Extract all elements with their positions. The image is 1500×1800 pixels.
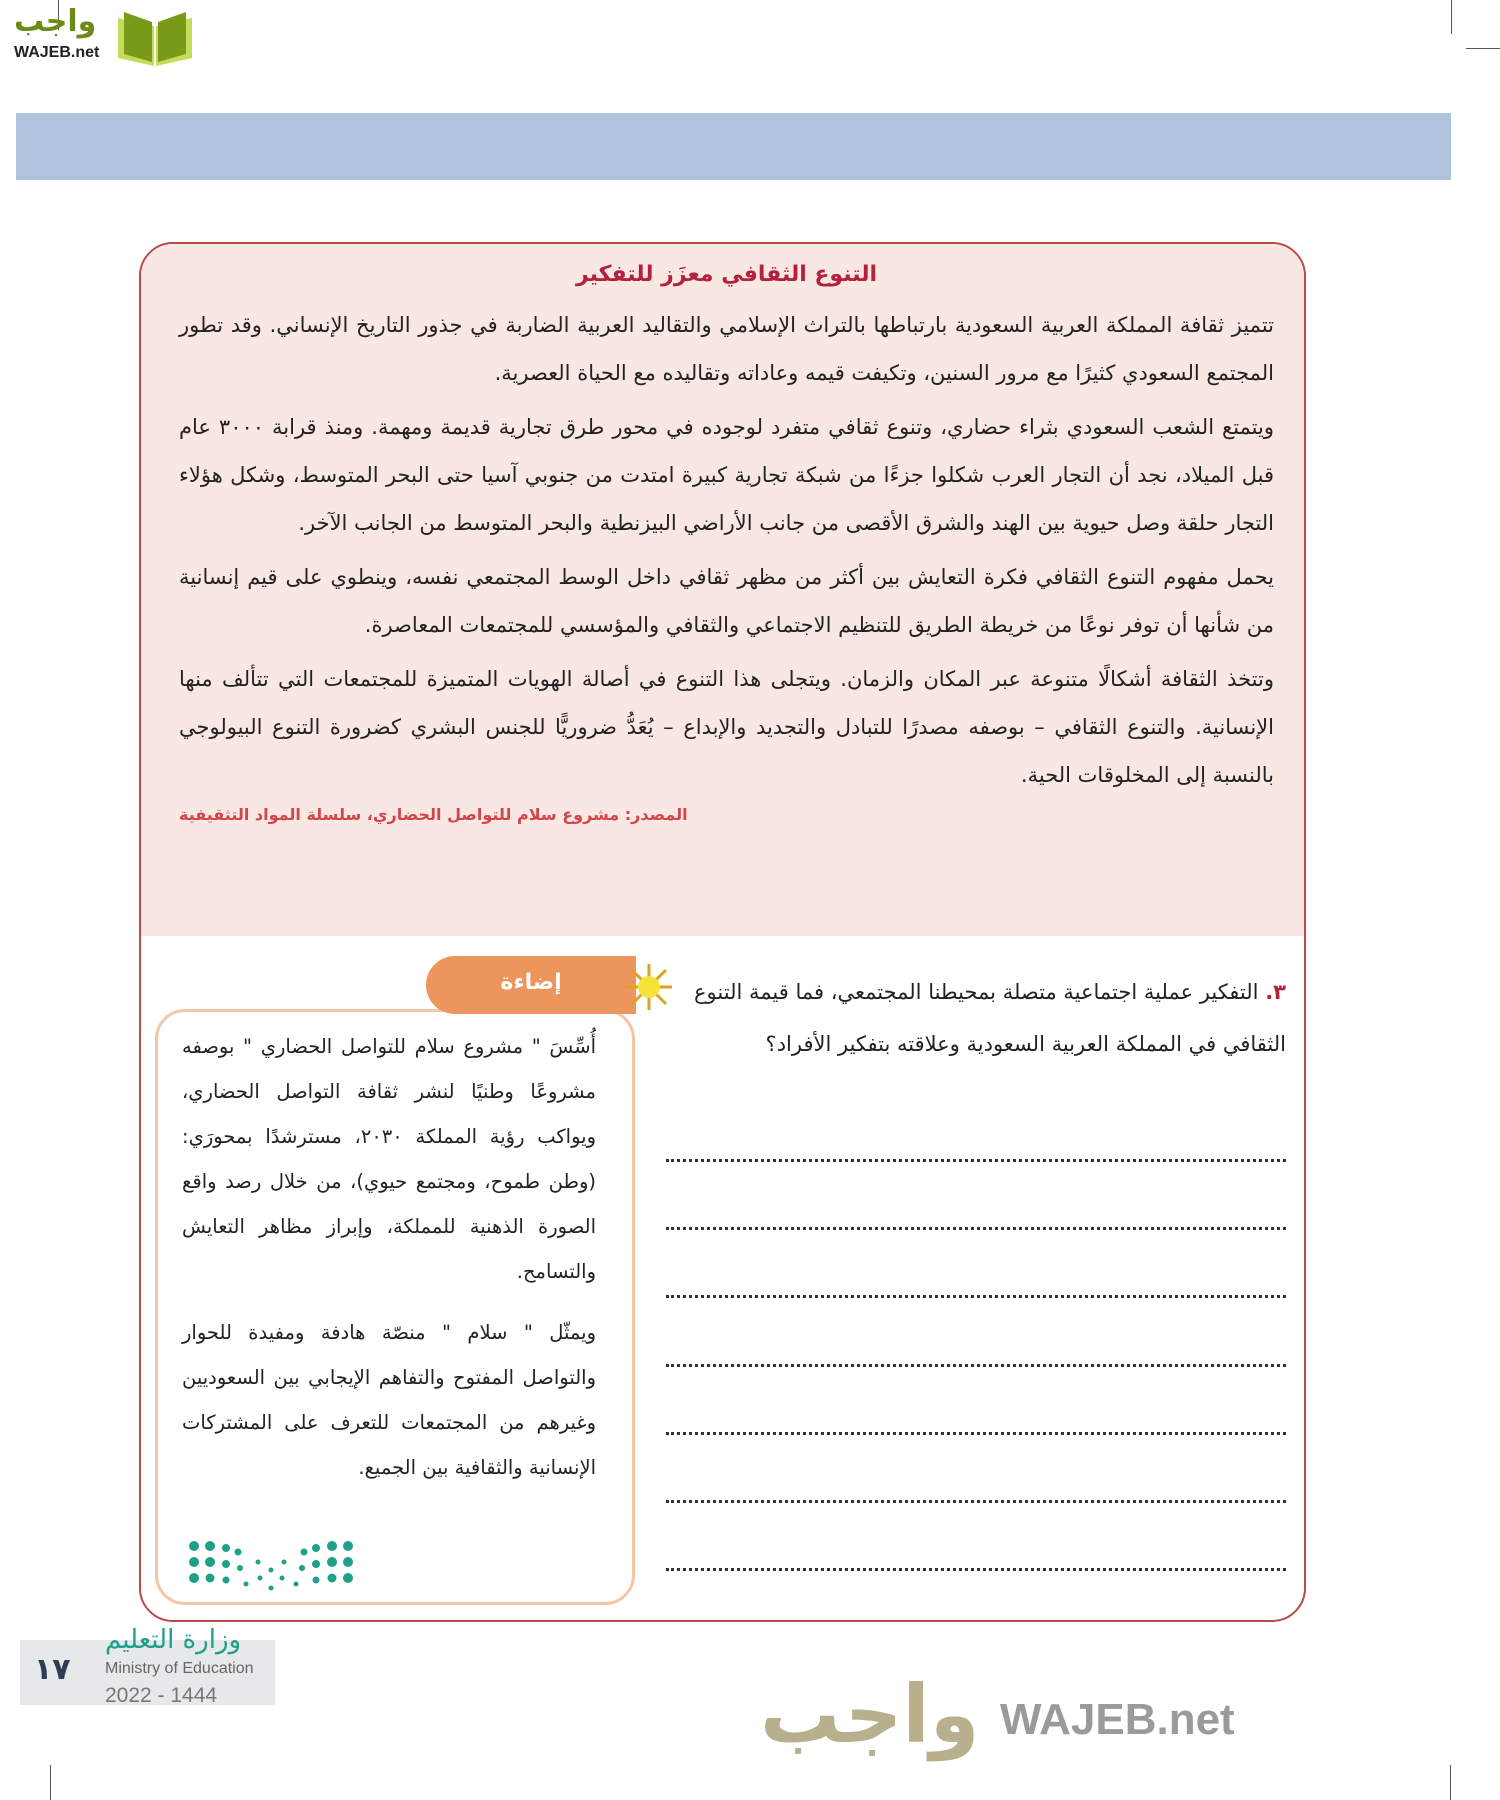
reading-panel xyxy=(141,244,1304,936)
answer-line[interactable] xyxy=(666,1364,1286,1367)
reading-title: التنوع الثقافي معزَز للتفكير xyxy=(575,262,877,287)
answer-line[interactable] xyxy=(666,1159,1286,1162)
reading-body xyxy=(179,301,1274,799)
paragraph: ويتمتع الشعب السعودي بثراء حضاري، وتنوع ثقافي متفرد لوجوده في محور طرق تجارية قديمة ومهمة. ومنذ قرابة ٣٠٠٠ عام قبل الميلاد، نجد أن التجار العرب شكلوا جزءًا من شبكة تجارية كبيرة امتدت من جنوبي آسيا حتى البحر المتوسط، وشكل هؤلاء التجار حلقة وصل حيوية بين الهند والشرق الأقصى من جانب الأراضي البيزنطية والبحر المتوسط من الجانب الآخر. xyxy=(179,415,1274,535)
question-3 xyxy=(681,966,1286,1070)
logo-latin: WAJEB.net xyxy=(14,44,100,61)
logo-arabic: واجب xyxy=(14,4,97,39)
activity-section xyxy=(141,936,1304,1620)
ministry-name-english: Ministry of Education xyxy=(105,1660,254,1677)
wajeb-logo[interactable] xyxy=(10,4,190,66)
crop-mark xyxy=(1450,1765,1451,1800)
source-citation: المصدر: مشروع سلام للتواصل الحضاري، سلسلة المواد التثقيفية xyxy=(179,805,688,824)
answer-line[interactable] xyxy=(666,1500,1286,1503)
book-icon xyxy=(110,8,200,66)
ministry-name-arabic: وزارة التعليم xyxy=(105,1625,242,1655)
page-number: ١٧ xyxy=(34,1652,71,1687)
paragraph: يحمل مفهوم التنوع الثقافي فكرة التعايش بين أكثر من مظهر ثقافي داخل الوسط المجتمعي نفسه، وينطوي على قيم إنسانية من شأنها أن توفر نوعًا من خريطة الطريق للتنظيم الاجتماعي والثقافي والمؤسسي للمجتمعات المعاصرة. xyxy=(179,565,1274,637)
crop-mark xyxy=(1466,48,1500,49)
content-card xyxy=(139,242,1306,1622)
answer-line[interactable] xyxy=(666,1227,1286,1230)
answer-line[interactable] xyxy=(666,1568,1286,1571)
header-band xyxy=(16,113,1451,180)
sidebar-paragraph: أُسِّسَ " مشروع سلام للتواصل الحضاري " بوصفه مشروعًا وطنيًا لنشر ثقافة التواصل الحضاري، ويواكب رؤية المملكة ٢٠٣٠، مسترشدًا بمحورَي: (وطن طموح، ومجتمع حيوي)، من خلال رصد واقع الصورة الذهنية للمملكة، وإبراز مظاهر التعايش والتسامح. xyxy=(182,1035,596,1283)
crop-mark xyxy=(50,1765,51,1800)
sun-icon xyxy=(626,964,672,1010)
question-text: التفكير عملية اجتماعية متصلة بمحيطنا المجتمعي، فما قيمة التنوع الثقافي في المملكة العربية السعودية وعلاقته بتفكير الأفراد؟ xyxy=(694,980,1286,1056)
sidebar-paragraph: ويمثّل " سلام " منصّة هادفة ومفيدة للحوار والتواصل المفتوح والتفاهم الإيجابي بين السعوديين وغيرهم من المجتمعات للتعرف على المشتركات الإنسانية والثقافية بين الجميع. xyxy=(182,1321,596,1479)
sidebar-text xyxy=(182,1024,596,1506)
crop-mark xyxy=(1451,0,1452,34)
question-number: ٣. xyxy=(1265,980,1286,1004)
watermark-latin: WAJEB.net xyxy=(1000,1695,1235,1744)
paragraph: وتتخذ الثقافة أشكالًا متنوعة عبر المكان والزمان. ويتجلى هذا التنوع في أصالة الهويات المتميزة للمجتمعات التي تتألف منها الإنسانية. والتنوع الثقافي – بوصفه مصدرًا للتبادل والتجديد والإبداع – يُعَدُّ ضروريًّا للجنس البشري كضرورة التنوع البيولوجي بالنسبة إلى المخلوقات الحية. xyxy=(179,667,1274,787)
answer-line[interactable] xyxy=(666,1432,1286,1435)
highlight-tab: إضاءة xyxy=(426,956,636,1014)
info-sidebar xyxy=(155,1009,635,1605)
paragraph: تتميز ثقافة المملكة العربية السعودية بارتباطها بالتراث الإسلامي والتقاليد العربية الضاربة في جذور التاريخ الإنساني. وقد تطور المجتمع السعودي كثيرًا مع مرور السنين، وتكيفت قيمه وعاداته وتقاليده مع الحياة العصرية. xyxy=(179,313,1274,385)
edition-year: 2022 - 1444 xyxy=(105,1684,218,1707)
vision-emblem-icon xyxy=(186,1540,356,1592)
answer-line[interactable] xyxy=(666,1295,1286,1298)
watermark-arabic: واجب xyxy=(760,1668,980,1761)
